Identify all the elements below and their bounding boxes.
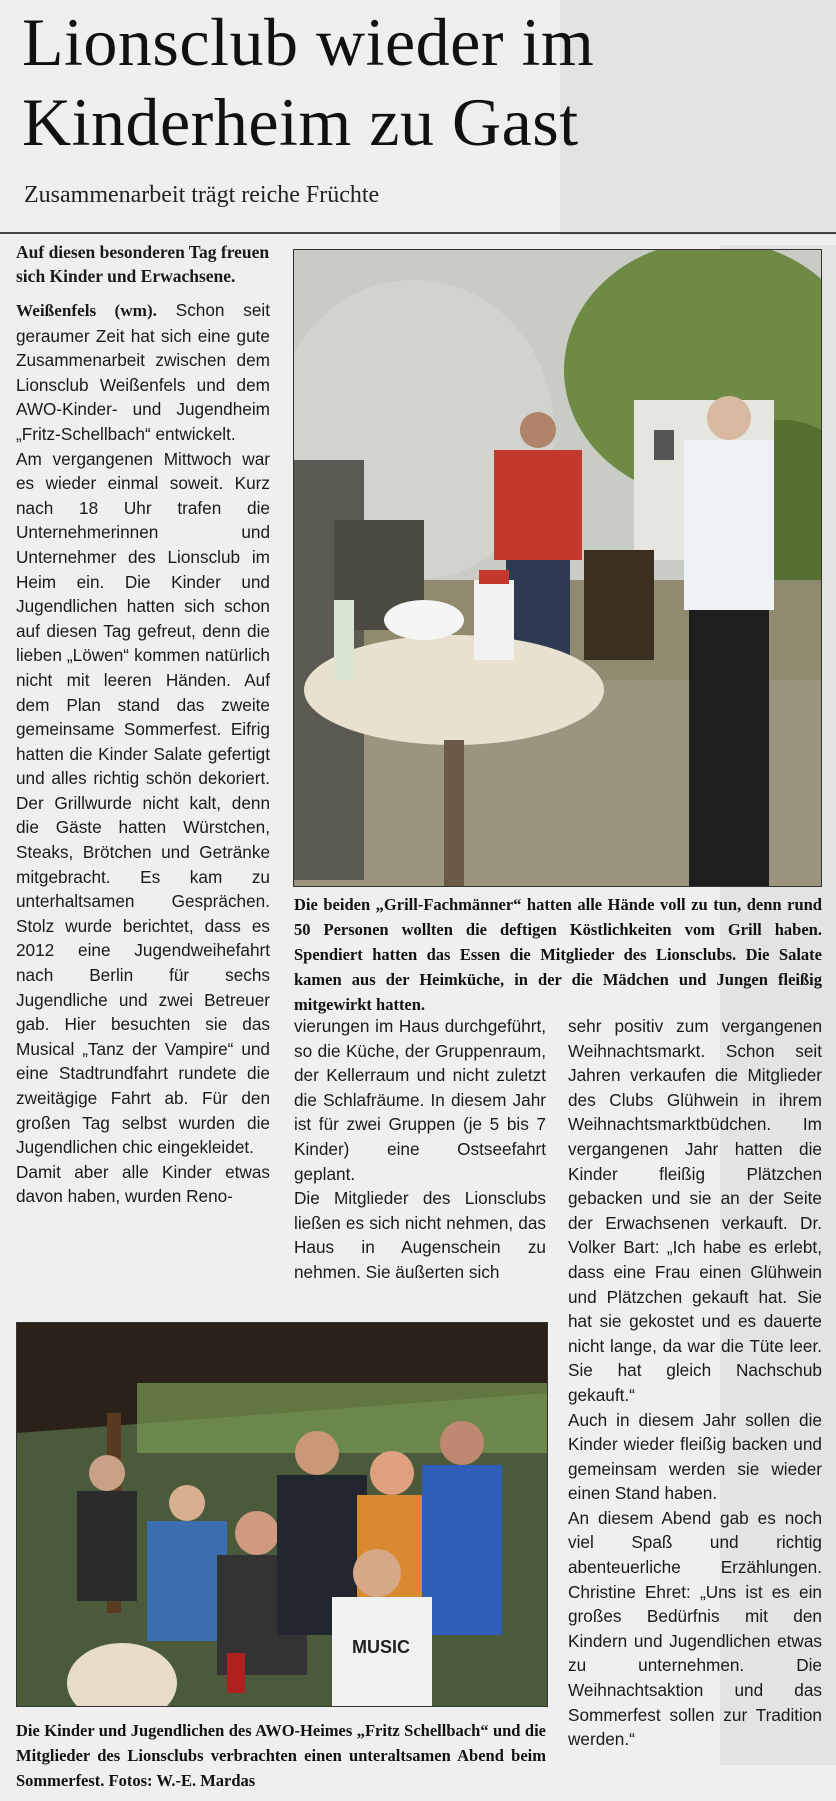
article-column-1 (16, 240, 270, 1209)
photo-bowl (384, 600, 464, 640)
photo-group-illustration (17, 1323, 547, 1706)
paragraph: Damit aber alle Kinder etwas davon haben, wurden Reno- (16, 1161, 270, 1207)
paragraph: Auch in diesem Jahr sollen die Kinder wieder fleißig backen und gemeinsam werden sie wieder einen Stand haben. (568, 1409, 822, 1504)
paragraph: vierungen im Haus durchgeführt, so die Küche, der Gruppenraum, der Kellerraum und nicht zuletzt die Schlafräume. In diesem Jahr ist für zwei Gruppen (je 5 bis 7 Kinder) eine Ostseefahrt geplant. (294, 1016, 546, 1184)
photo-shirt-text: MUSIC (352, 1637, 410, 1657)
photo-window (654, 430, 674, 460)
photo-group-caption: Die Kinder und Jugendlichen des AWO-Heimes „Fritz Schellbach“ und die Mitglieder des Lionsclubs verbrachten einen unteraltsamen Abend beim Sommerfest. Fotos: W.-E. Mardas (16, 1721, 546, 1790)
paragraph: Die Mitglieder des Lionsclubs ließen es sich nicht nehmen, das Haus in Augenschein zu nehmen. Sie äußerten sich (294, 1188, 546, 1282)
photo-head (169, 1485, 205, 1521)
photo-bottle (227, 1653, 245, 1693)
paragraph: An diesem Abend gab es noch viel Spaß und richtig abenteuerliche Erzählungen. Christine Ehret: „Uns ist es ein großes Bedürfnis mit den Kindern und Jugendlichen etwas zu unternehmen. Die Weihnachtsaktion und das Sommerfest sollen zur Tradition werden.“ (568, 1507, 822, 1750)
headline-line-1: Lionsclub wieder im (22, 4, 595, 80)
photo-person (77, 1491, 137, 1601)
photo-person-striped (147, 1521, 227, 1641)
photo-head (295, 1431, 339, 1475)
photo-head (707, 396, 751, 440)
paragraph-text: Schon seit geraumer Zeit hat sich eine gute Zusammenarbeit zwischen dem Lionsclub Weißenfels und dem AWO-Kinder- und Jugendheim „Fritz-Schellbach“ entwickelt. (16, 300, 270, 444)
photo-person-blue-shirt (422, 1465, 502, 1635)
article-lead: Auf diesen besonderen Tag freuen sich Kinder und Erwachsene. (16, 242, 270, 286)
paragraph: sehr positiv zum vergangenen Weihnachtsmarkt. Schon seit Jahren verkaufen die Mitglieder des Clubs Glühwein in ihrem Weihnachtsmarktbüdchen. Im vergangenen Jahr hatten die Kinder fleißig Plätzchen gebacken und sie an der Seite der Erwachsenen verkauft. Dr. Volker Bart: „Ich habe es erlebt, dass eine Frau einen Glühwein und Plätzchen gekauft hat. Sie hat sie gekostet und es dauerte nicht lange, da war die Tüte leer. Sie hat gleich Nachschub gekauft.“ (568, 1016, 822, 1405)
photo-group (16, 1322, 548, 1707)
photo-sprayer-top (479, 570, 509, 584)
photo-head (520, 412, 556, 448)
photo-table-leg (444, 740, 464, 886)
paragraph (16, 298, 270, 447)
photo-grill-caption: Die beiden „Grill-Fachmänner“ hatten alle Hände voll zu tun, denn rund 50 Personen wollten die deftigen Köstlichkeiten vom Grill haben. Spendiert hatten das Essen die Mitglieder des Lionsclubs. Die Salate kamen aus der Heimküche, in der die Mädchen und Jungen fleißig mitgewirkt hatten. (294, 895, 822, 1014)
subheadline: Zusammenarbeit trägt reiche Früchte (24, 182, 380, 208)
header-divider (0, 232, 836, 234)
dateline: Weißenfels (wm). (16, 301, 157, 320)
photo-bottle (334, 600, 354, 680)
photo-head (440, 1421, 484, 1465)
photo-grill-illustration (294, 250, 821, 886)
photo-trousers (689, 610, 769, 886)
photo-grill (293, 249, 822, 887)
article-column-3 (568, 1014, 822, 1752)
photo-foliage (137, 1383, 547, 1453)
paragraph: Am vergangenen Mittwoch war es wieder einmal soweit. Kurz nach 18 Uhr trafen die Unternehmerinnen und Unternehmer des Lionsclub im Heim ein. Die Kinder und Jugendlichen hatten sich schon auf diesen Tag gefreut, denn die lieben „Löwen“ kommen natürlich nicht mit leeren Händen. Auf dem Plan stand das zweite gemeinsame Sommerfest. Eifrig hatten die Kinder Salate gefertigt und alles richtig schön dekoriert. Der Grillwurde nicht kalt, denn die Gäste hatten Würstchen, Steaks, Brötchen und Getränke mitgebracht. Es kam zu unterhaltsamen Gesprächen. Stolz wurde berichtet, dass es 2012 eine Jugendweihefahrt nach Berlin für sechs Jugendliche und zwei Betreuer gab. Hier besuchten sie das Musical „Tanz der Vampire“ und eine Stadtrundfahrt rundete die zweitägige Fahrt ab. Für den großen Tag selbst wurden die Jugendlichen chic eingekleidet. (16, 448, 270, 1158)
photo-head (235, 1511, 279, 1555)
photo-person-red-shirt (494, 450, 582, 560)
photo-head (370, 1451, 414, 1495)
photo-chair (584, 550, 654, 660)
photo-head (353, 1549, 401, 1597)
article-column-2 (294, 1014, 546, 1285)
photo-head (89, 1455, 125, 1491)
photo-person-white-shirt (684, 440, 774, 610)
photo-sprayer (474, 580, 514, 660)
headline (22, 2, 722, 162)
headline-line-2: Kinderheim zu Gast (22, 84, 579, 160)
